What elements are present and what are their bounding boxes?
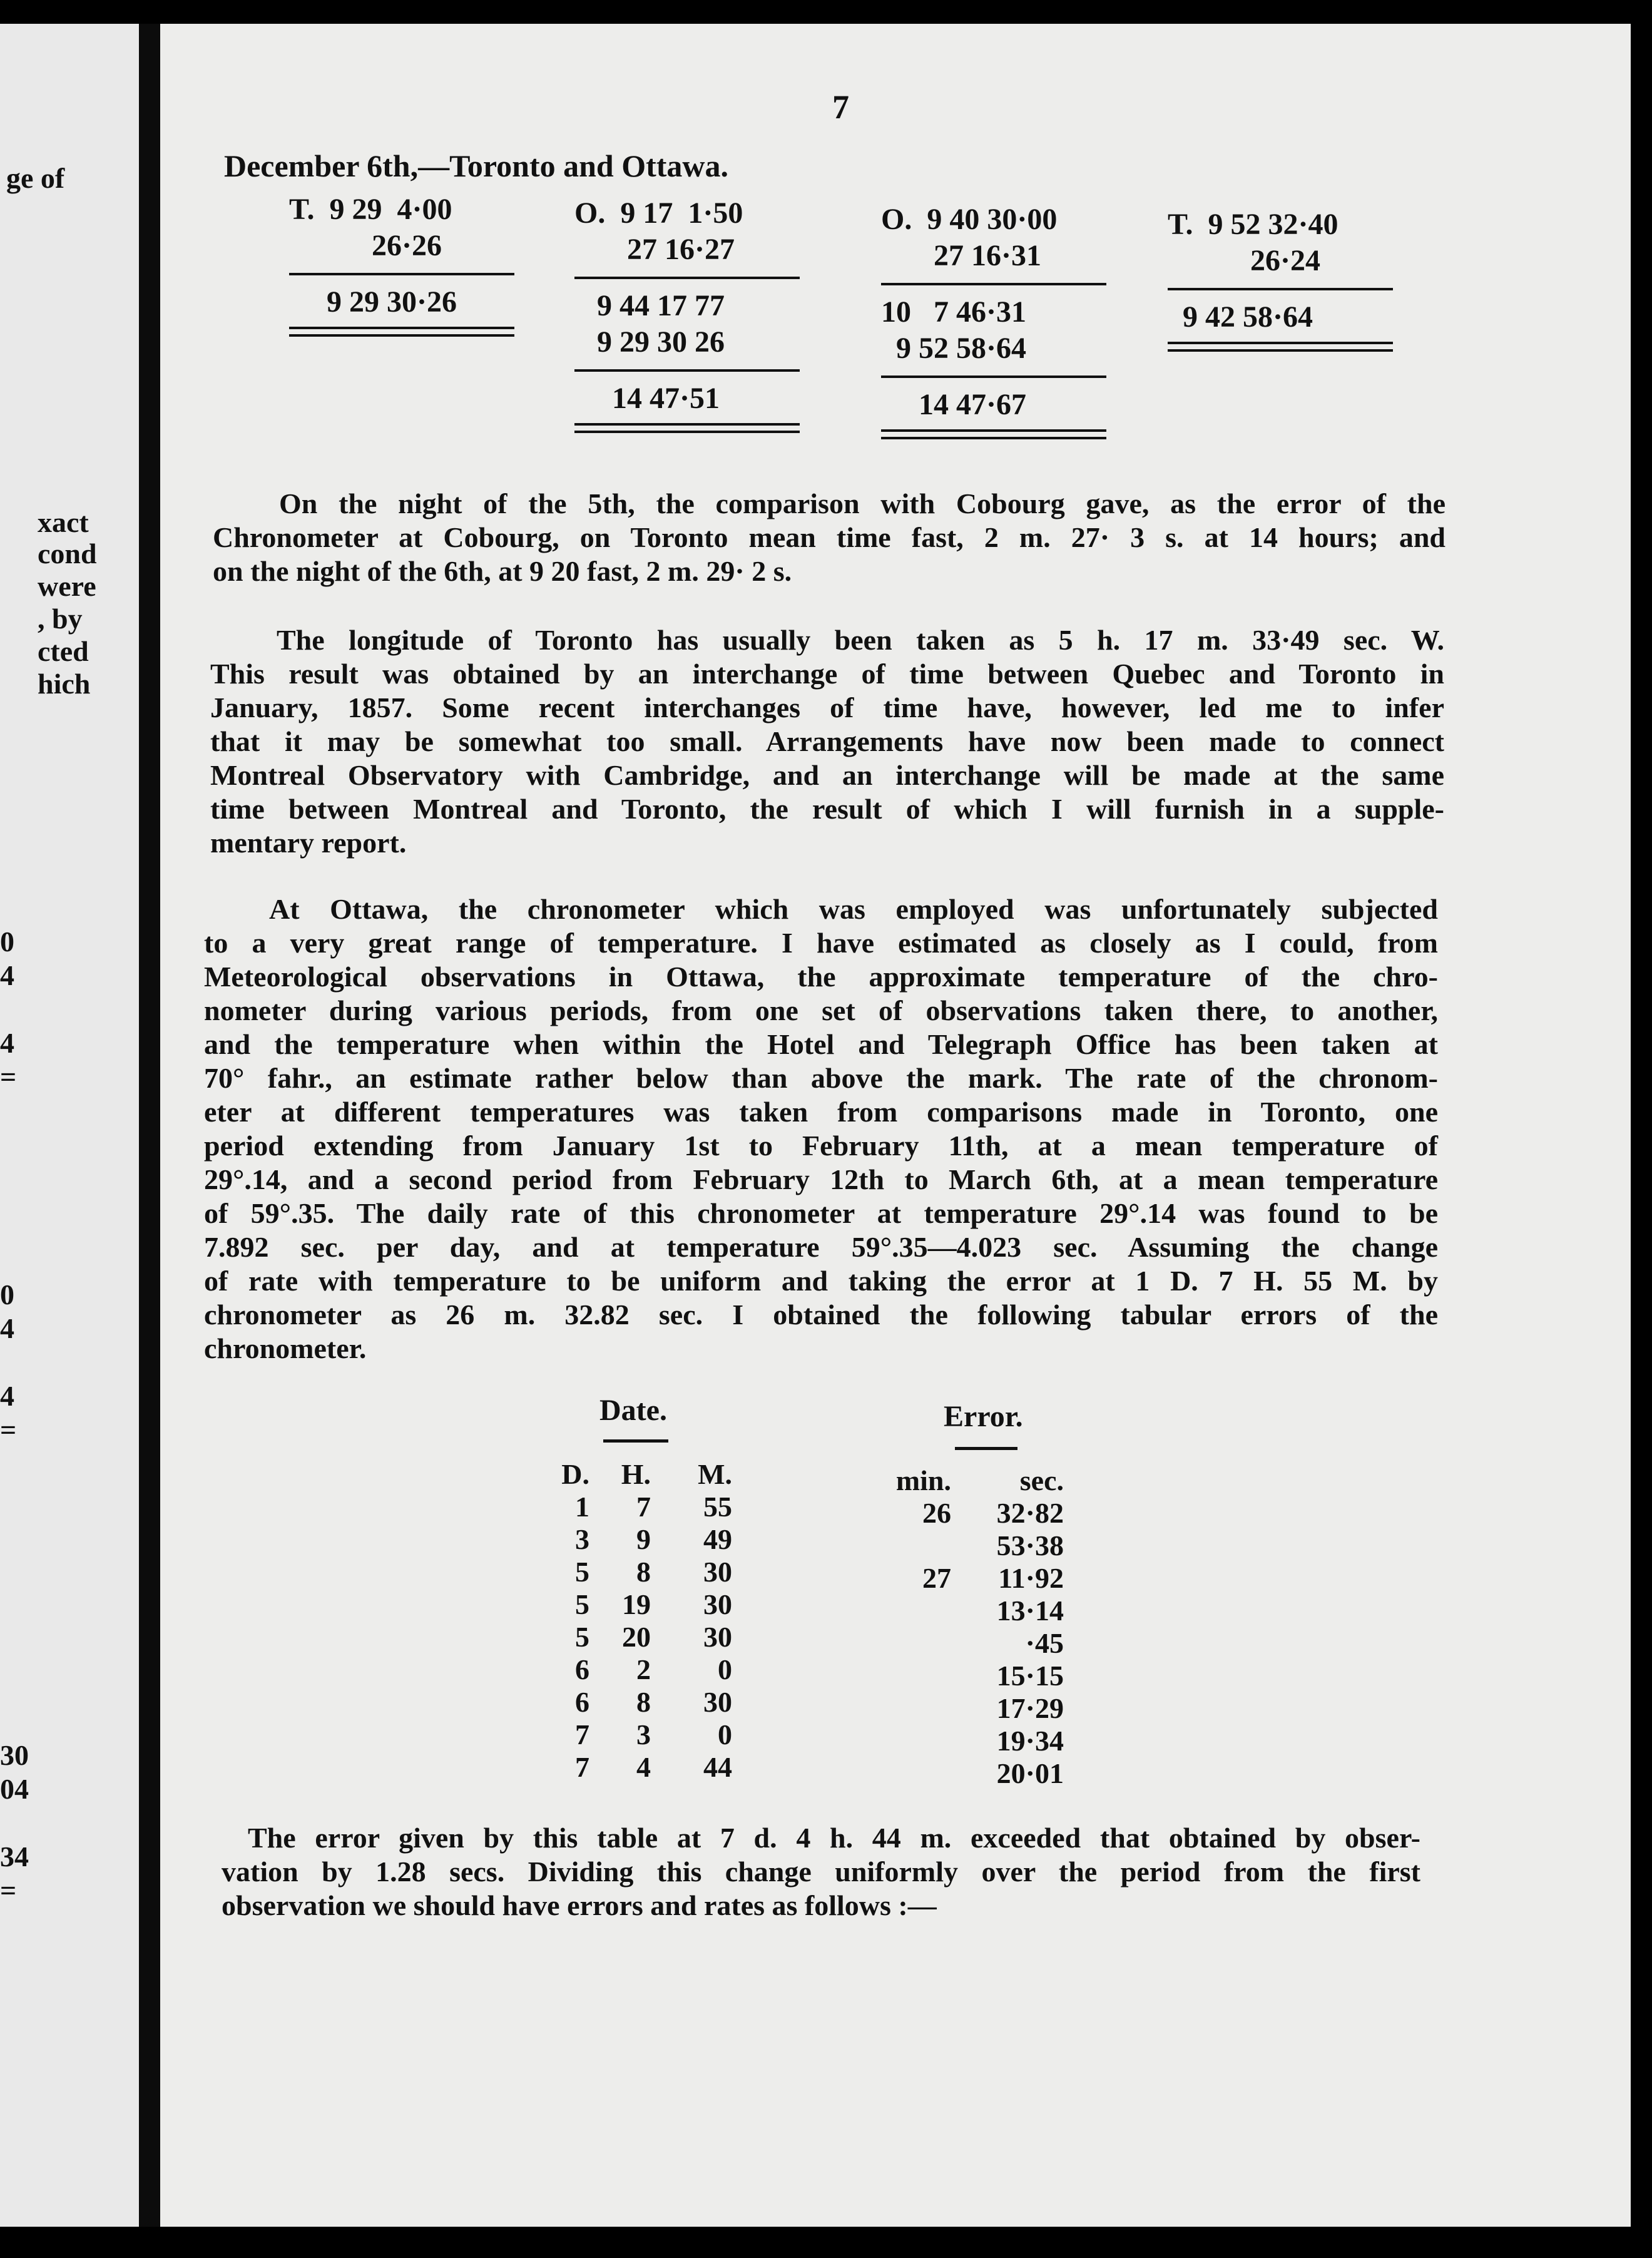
- table-cell: 3: [636, 1719, 651, 1750]
- calc-block-2: [574, 195, 800, 439]
- left-fragment: =: [0, 1874, 17, 1906]
- table-cell: [889, 1530, 951, 1562]
- text-line: At Ottawa, the chronometer which was employed was unfortunately subjected: [269, 893, 1438, 925]
- paragraph-cobourg-comparison: [213, 487, 1446, 588]
- table-cell: 20·01: [996, 1757, 1064, 1789]
- left-fragment: =: [0, 1414, 17, 1446]
- table-cell: [889, 1692, 951, 1725]
- table-cell: 4: [636, 1751, 651, 1783]
- text-line: 29°.14, and a second period from February 12th to March 6th, at a mean temperature: [204, 1163, 1438, 1195]
- paragraph-ottawa-chronometer: [204, 892, 1438, 1366]
- calc-row: 9 44 17 77: [574, 289, 725, 322]
- left-fragment: 4: [0, 1027, 14, 1059]
- left-fragment: 4: [0, 1312, 14, 1344]
- text-line: of rate with temperature to be uniform and taking the error at 1 D. 7 H. 55 M. by: [204, 1265, 1438, 1297]
- calc-block-1: [289, 192, 514, 343]
- text-line: This result was obtained by an interchange of time between Quebec and Toronto in: [210, 658, 1444, 690]
- table-cell: 8: [636, 1686, 651, 1718]
- calc-row: 9 42 58·64: [1168, 300, 1313, 334]
- text-line: Montreal Observatory with Cambridge, and an interchange will be made at the same: [210, 759, 1444, 791]
- table-cell: [889, 1627, 951, 1660]
- table-cell: 3: [575, 1523, 589, 1555]
- table-cell: 26: [922, 1497, 951, 1529]
- left-fragment: cted: [38, 635, 89, 667]
- table-cell: ·45: [1025, 1627, 1064, 1659]
- table-column-day: [546, 1458, 589, 1784]
- text-line: on the night of the 6th, at 9 20 fast, 2 m. 29· 2 s.: [213, 555, 792, 587]
- table-cell: 44: [703, 1751, 732, 1783]
- table-cell: 0: [718, 1719, 732, 1750]
- table-cell: 7: [636, 1491, 651, 1523]
- calc-row: 9 29 30 26: [574, 325, 725, 359]
- text-line: observation we should have errors and rates as follows :—: [222, 1889, 937, 1921]
- left-fragment: 4: [0, 959, 14, 991]
- calc-block-4: [1168, 207, 1393, 358]
- calc-rule: [574, 369, 800, 372]
- calc-rule: [881, 375, 1106, 378]
- error-header-underline: [955, 1447, 1017, 1450]
- table-column-minute: [682, 1458, 732, 1784]
- table-column-error-min: [889, 1464, 951, 1790]
- table-cell: 6: [575, 1686, 589, 1718]
- text-line: Chronometer at Cobourg, on Toronto mean time fast, 2 m. 27· 3 s. at 14 hours; and: [213, 521, 1446, 553]
- calc-rule: [289, 273, 514, 275]
- table-column-error-sec: [964, 1464, 1064, 1790]
- text-line: eter at different temperatures was taken from comparisons made in Toronto, one: [204, 1096, 1438, 1128]
- table-cell: 27: [922, 1562, 951, 1594]
- table-cell: 2: [636, 1653, 651, 1685]
- left-fragment: =: [0, 1061, 17, 1093]
- text-line: that it may be somewhat too small. Arrangements have now been made to connect: [210, 725, 1444, 757]
- calc-row: 14 47·67: [881, 388, 1027, 421]
- table-cell: 30: [703, 1556, 732, 1588]
- table-cell: 55: [703, 1491, 732, 1523]
- text-line: nometer during various periods, from one set of observations taken there, to another,: [204, 994, 1438, 1026]
- table-cell: 9: [636, 1523, 651, 1555]
- text-line: The error given by this table at 7 d. 4 h. 44 m. exceeded that obtained by obser-: [248, 1822, 1420, 1854]
- calc-rule: [1168, 288, 1393, 290]
- date-header-underline: [603, 1439, 668, 1443]
- calc-row: 14 47·51: [574, 382, 720, 415]
- left-fragment: 04: [0, 1773, 29, 1805]
- left-fragment: 4: [0, 1380, 14, 1412]
- text-line: Meteorological observations in Ottawa, the approximate temperature of the chro-: [204, 961, 1438, 993]
- table-cell: 0: [718, 1653, 732, 1685]
- left-page-fragment: [0, 24, 139, 2227]
- text-line: 7.892 sec. per day, and at temperature 59°.35—4.023 sec. Assuming the change: [204, 1231, 1438, 1263]
- table-cell: 19: [622, 1588, 651, 1620]
- calc-row: 27 16·31: [881, 239, 1042, 272]
- table-column-hour: [607, 1458, 651, 1784]
- column-header: M.: [698, 1458, 732, 1490]
- left-fragment: 34: [0, 1841, 29, 1872]
- calc-row: T. 9 29 4·00: [289, 193, 452, 226]
- calc-rule: [881, 283, 1106, 285]
- section-heading: December 6th,—Toronto and Ottawa.: [224, 148, 729, 183]
- column-header: sec.: [1019, 1464, 1064, 1496]
- table-cell: 7: [575, 1719, 589, 1750]
- table-cell: 5: [575, 1588, 589, 1620]
- table-cell: 20: [622, 1621, 651, 1653]
- table-cell: [889, 1595, 951, 1627]
- calc-rule: [574, 277, 800, 279]
- calc-row: 26·26: [289, 229, 442, 262]
- column-header: min.: [895, 1464, 951, 1496]
- table-cell: 13·14: [996, 1595, 1064, 1627]
- left-fragment: , by: [38, 603, 83, 635]
- calc-row: 9 29 30·26: [289, 285, 457, 319]
- table-cell: 53·38: [996, 1530, 1064, 1561]
- column-header: D.: [561, 1458, 589, 1490]
- text-line: On the night of the 5th, the comparison with Cobourg gave, as the error of the: [279, 488, 1446, 519]
- left-fragment: hich: [38, 668, 91, 700]
- table-cell: [889, 1725, 951, 1757]
- table-cell: 8: [636, 1556, 651, 1588]
- table-cell: 30: [703, 1588, 732, 1620]
- table-cell: 30: [703, 1686, 732, 1718]
- left-fragment: 0: [0, 926, 14, 958]
- text-line: vation by 1.28 secs. Dividing this change uniformly over the period from the first: [222, 1856, 1420, 1888]
- calc-row: O. 9 40 30·00: [881, 203, 1058, 236]
- calc-row: T. 9 52 32·40: [1168, 208, 1338, 241]
- text-line: period extending from January 1st to February 11th, at a mean temperature of: [204, 1130, 1438, 1162]
- table-cell: 5: [575, 1556, 589, 1588]
- calc-block-3: [881, 202, 1106, 446]
- table-cell: 6: [575, 1653, 589, 1685]
- paragraph-toronto-longitude: [210, 623, 1444, 860]
- text-line: of 59°.35. The daily rate of this chronometer at temperature 29°.14 was found to be: [204, 1197, 1438, 1229]
- text-line: to a very great range of temperature. I have estimated as closely as I could, from: [204, 927, 1438, 959]
- left-fragment: 30: [0, 1739, 29, 1771]
- table-cell: 19·34: [996, 1725, 1064, 1757]
- table-error-header: Error.: [944, 1400, 1023, 1433]
- column-header: H.: [621, 1458, 651, 1490]
- text-line: chronometer.: [204, 1332, 367, 1364]
- table-cell: 5: [575, 1621, 589, 1653]
- calc-double-rule: [289, 327, 514, 337]
- table-cell: 17·29: [996, 1692, 1064, 1724]
- page-number: 7: [832, 88, 849, 126]
- calc-row: 26·24: [1168, 244, 1321, 277]
- text-line: January, 1857. Some recent interchanges of time have, however, led me to infer: [210, 692, 1444, 723]
- calc-double-rule: [574, 423, 800, 433]
- text-line: 70° fahr., an estimate rather below than above the mark. The rate of the chronom-: [204, 1062, 1438, 1094]
- table-cell: 7: [575, 1751, 589, 1783]
- table-date-header: Date.: [599, 1394, 667, 1427]
- table-cell: 1: [575, 1491, 589, 1523]
- table-cell: 32·82: [996, 1497, 1064, 1529]
- calc-row: 9 52 58·64: [881, 332, 1027, 365]
- table-cell: [889, 1757, 951, 1790]
- calc-row: O. 9 17 1·50: [574, 197, 743, 230]
- text-line: mentary report.: [210, 827, 407, 859]
- table-cell: [889, 1660, 951, 1692]
- table-cell: 15·15: [996, 1660, 1064, 1692]
- text-line: time between Montreal and Toronto, the result of which I will furnish in a supple-: [210, 793, 1444, 825]
- table-cell: 49: [703, 1523, 732, 1555]
- left-fragment: were: [38, 570, 96, 602]
- calc-row: 27 16·27: [574, 233, 735, 266]
- table-cell: 11·92: [998, 1562, 1064, 1594]
- text-line: chronometer as 26 m. 32.82 sec. I obtained the following tabular errors of the: [204, 1299, 1438, 1331]
- left-fragment: cond: [38, 538, 97, 570]
- text-line: The longitude of Toronto has usually been taken as 5 h. 17 m. 33·49 sec. W.: [277, 624, 1444, 656]
- calc-double-rule: [881, 429, 1106, 439]
- left-fragment: ge of: [6, 162, 65, 194]
- calc-double-rule: [1168, 342, 1393, 352]
- calc-row: 10 7 46·31: [881, 295, 1027, 329]
- text-line: and the temperature when within the Hotel and Telegraph Office has been taken at: [204, 1028, 1438, 1060]
- page-gutter: [139, 24, 160, 2227]
- left-fragment: 0: [0, 1279, 14, 1310]
- paragraph-error-comparison: [222, 1821, 1420, 1923]
- left-fragment: xact: [38, 506, 89, 538]
- table-cell: 30: [703, 1621, 732, 1653]
